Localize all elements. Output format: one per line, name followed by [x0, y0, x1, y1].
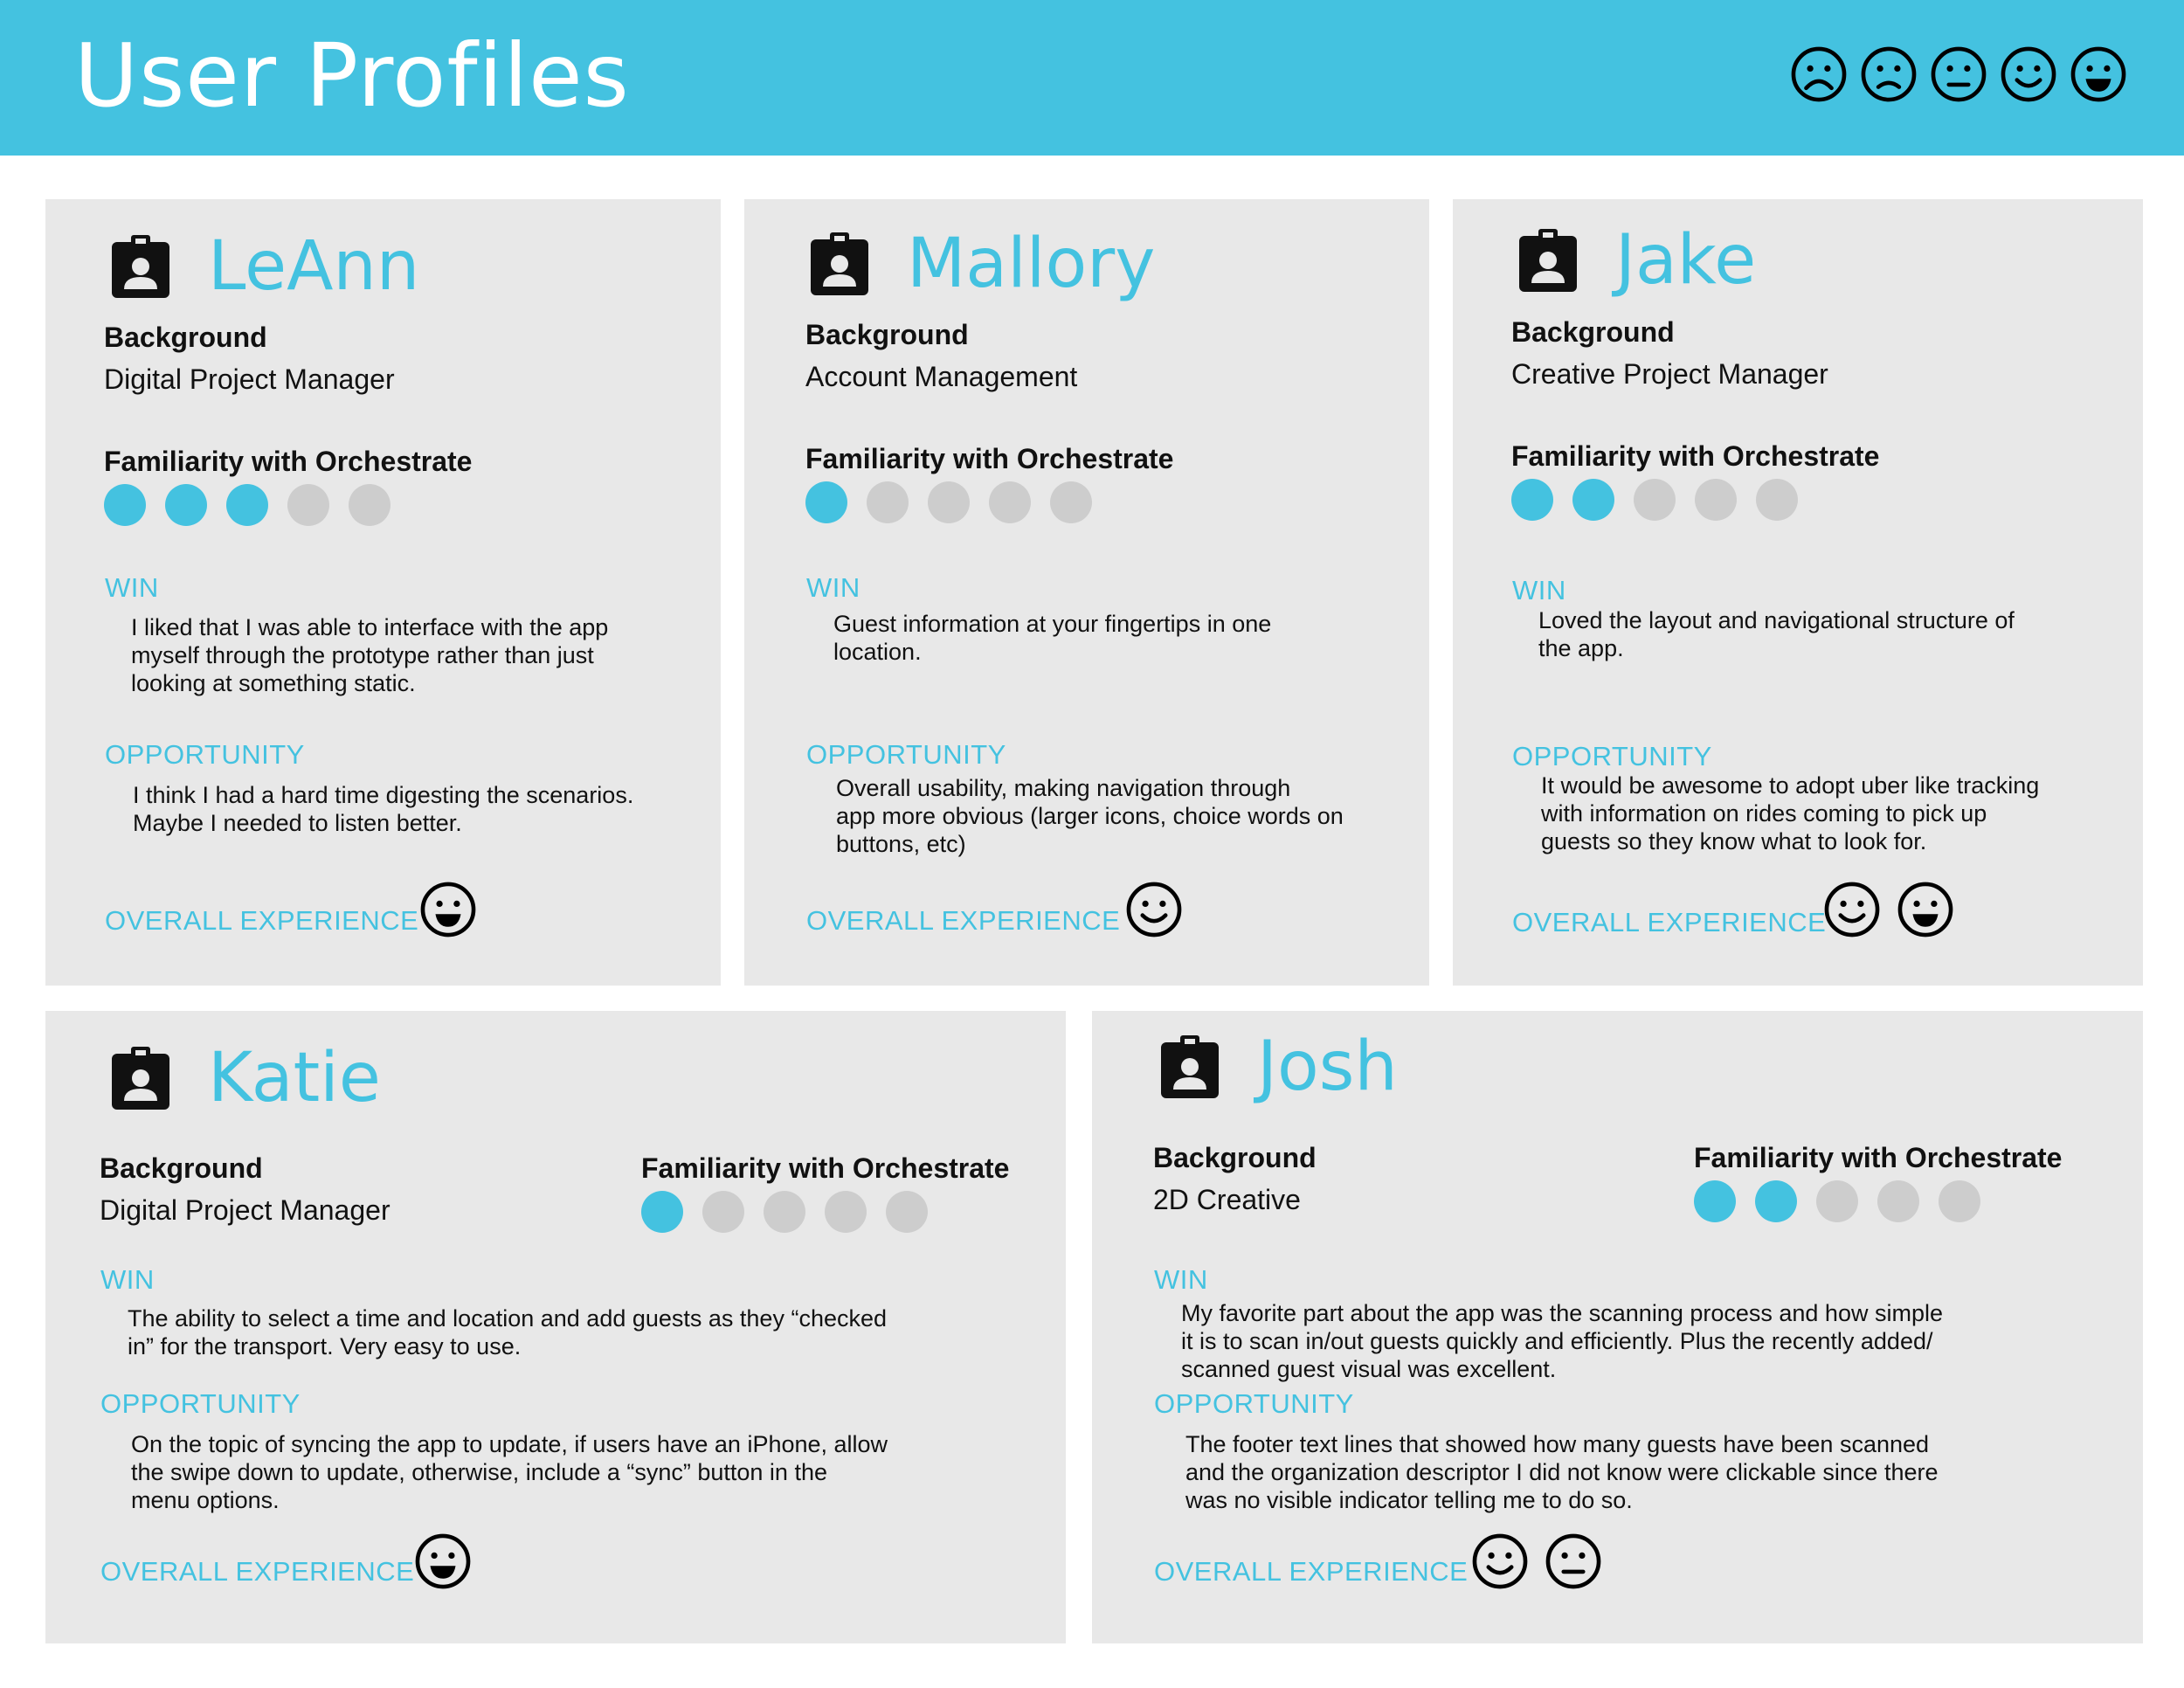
profile-card-mallory: [744, 199, 1429, 986]
win-heading: WIN: [105, 572, 159, 603]
background-label: Background: [1153, 1142, 1317, 1173]
win-text-line: in” for the transport. Very easy to use.: [128, 1333, 522, 1359]
rating-dot: [825, 1191, 867, 1233]
overall-experience-rating: [414, 1532, 472, 1590]
profile-card-jake: [1453, 199, 2143, 986]
win-text-line: looking at something static.: [131, 670, 416, 696]
rating-dot: [764, 1191, 805, 1233]
profile-header: [809, 225, 1156, 303]
opportunity-text: [131, 1430, 888, 1514]
opportunity-heading: OPPORTUNITY: [1154, 1388, 1354, 1419]
win-text: [131, 613, 608, 697]
profile-card-josh: [1092, 1011, 2143, 1643]
familiarity-rating: [1694, 1180, 1980, 1222]
smile-face-icon: [1125, 881, 1183, 938]
familiarity-label: Familiarity with Orchestrate: [805, 443, 1174, 474]
profile-name: Jake: [1615, 221, 1757, 300]
opportunity-heading: OPPORTUNITY: [1512, 741, 1712, 771]
win-text: [1181, 1299, 1943, 1383]
opportunity-text-line: On the topic of syncing the app to update, if users have an iPhone, allow: [131, 1431, 888, 1457]
win-text-line: Guest information at your fingertips in one: [833, 611, 1272, 637]
win-text-line: scanned guest visual was excellent.: [1181, 1356, 1557, 1382]
rating-dot: [1634, 479, 1676, 521]
opportunity-text-line: It would be awesome to adopt uber like tracking: [1541, 772, 2040, 799]
rating-dot: [1756, 479, 1798, 521]
familiarity-label: Familiarity with Orchestrate: [641, 1152, 1010, 1184]
background-label: Background: [1511, 316, 1675, 348]
familiarity-label: Familiarity with Orchestrate: [1694, 1142, 2063, 1173]
profile-header: [1517, 221, 1757, 300]
overall-experience-rating: [1823, 881, 1954, 938]
header-bar: [0, 0, 2184, 156]
smile-face-icon: [1471, 1532, 1529, 1590]
win-text-line: My favorite part about the app was the scanning process and how simple: [1181, 1300, 1943, 1326]
overall-experience-label: OVERALL EXPERIENCE: [1512, 907, 1827, 937]
familiarity-rating: [805, 481, 1092, 523]
grin-face-icon: [2070, 45, 2127, 103]
id-badge-icon: [1517, 227, 1579, 294]
win-text: [1538, 606, 2015, 662]
overall-experience-label: OVERALL EXPERIENCE: [100, 1556, 415, 1587]
background-value: Creative Project Manager: [1511, 358, 1828, 390]
familiarity-rating: [104, 484, 390, 526]
win-heading: WIN: [1154, 1264, 1208, 1295]
background-value: Account Management: [805, 361, 1078, 392]
opportunity-text: [1541, 771, 2039, 855]
win-text-line: The ability to select a time and location and add guests as they “checked: [128, 1305, 888, 1332]
win-text-line: myself through the prototype rather than just: [131, 642, 594, 668]
rating-scale: [1790, 45, 2127, 103]
rating-dot: [805, 481, 847, 523]
grin-face-icon: [419, 881, 477, 938]
opportunity-text-line: Maybe I needed to listen better.: [133, 810, 462, 836]
sad-face-icon: [1860, 45, 1918, 103]
opportunity-text-line: was no visible indicator telling me to do so.: [1185, 1487, 1633, 1513]
rating-dot: [1816, 1180, 1858, 1222]
profile-header: [1159, 1027, 1398, 1106]
overall-experience-label: OVERALL EXPERIENCE: [1154, 1556, 1469, 1587]
rating-dot: [104, 484, 146, 526]
opportunity-text: [836, 774, 1344, 858]
overall-experience-rating: [1125, 881, 1183, 938]
rating-dot: [1050, 481, 1092, 523]
profile-name: LeAnn: [208, 227, 420, 306]
rating-dot: [1694, 1180, 1736, 1222]
overall-experience-label: OVERALL EXPERIENCE: [105, 905, 419, 936]
id-badge-icon: [110, 233, 171, 300]
familiarity-label: Familiarity with Orchestrate: [1511, 440, 1880, 472]
background-value: 2D Creative: [1153, 1184, 1301, 1215]
rating-dot: [1695, 479, 1737, 521]
opportunity-text-line: menu options.: [131, 1487, 280, 1513]
rating-dot: [702, 1191, 744, 1233]
rating-dot: [886, 1191, 928, 1233]
smile-face-icon: [1823, 881, 1881, 938]
rating-dot: [1939, 1180, 1980, 1222]
win-heading: WIN: [806, 572, 860, 603]
win-text-line: I liked that I was able to interface with the app: [131, 614, 609, 640]
opportunity-text-line: with information on rides coming to pick up: [1541, 800, 1987, 827]
grin-face-icon: [414, 1532, 472, 1590]
rating-dot: [1511, 479, 1553, 521]
profile-header: [110, 1039, 381, 1117]
win-text-line: it is to scan in/out guests quickly and efficiently. Plus the recently added/: [1181, 1328, 1933, 1354]
smile-face-icon: [2000, 45, 2057, 103]
win-heading: WIN: [1512, 575, 1566, 605]
rating-dot: [989, 481, 1031, 523]
win-text-line: Loved the layout and navigational structure of: [1538, 607, 2015, 633]
win-text-line: the app.: [1538, 635, 1624, 661]
overall-experience-label: OVERALL EXPERIENCE: [806, 905, 1121, 936]
opportunity-text-line: Overall usability, making navigation through: [836, 775, 1291, 801]
profile-name: Katie: [208, 1039, 381, 1117]
background-label: Background: [104, 322, 267, 353]
background-value: Digital Project Manager: [104, 363, 395, 395]
opportunity-text-line: The footer text lines that showed how many guests have been scanned: [1185, 1431, 1930, 1457]
background-label: Background: [100, 1152, 263, 1184]
id-badge-icon: [809, 231, 870, 297]
rating-dot: [867, 481, 909, 523]
rating-dot: [349, 484, 390, 526]
overall-experience-rating: [1471, 1532, 1602, 1590]
id-badge-icon: [110, 1045, 171, 1111]
profile-card-katie: [45, 1011, 1066, 1643]
opportunity-text-line: the swipe down to update, otherwise, include a “sync” button in the: [131, 1459, 827, 1485]
neutral-face-icon: [1930, 45, 1987, 103]
id-badge-icon: [1159, 1034, 1220, 1100]
rating-dot: [165, 484, 207, 526]
profile-name: Josh: [1257, 1027, 1398, 1106]
rating-dot: [1572, 479, 1614, 521]
familiarity-label: Familiarity with Orchestrate: [104, 446, 473, 477]
familiarity-rating: [1511, 479, 1798, 521]
rating-dot: [1877, 1180, 1919, 1222]
opportunity-text-line: and the organization descriptor I did not know were clickable since there: [1185, 1459, 1939, 1485]
rating-dot: [226, 484, 268, 526]
rating-dot: [287, 484, 329, 526]
page-title: User Profiles: [74, 24, 630, 127]
neutral-face-icon: [1545, 1532, 1602, 1590]
profile-header: [110, 227, 420, 306]
profile-name: Mallory: [907, 225, 1156, 303]
opportunity-text: [133, 781, 633, 837]
very-sad-face-icon: [1790, 45, 1848, 103]
win-text: [128, 1304, 887, 1360]
rating-dot: [1755, 1180, 1797, 1222]
win-text: [833, 610, 1271, 666]
rating-dot: [641, 1191, 683, 1233]
opportunity-text-line: guests so they know what to look for.: [1541, 828, 1927, 854]
opportunity-text-line: buttons, etc): [836, 831, 966, 857]
rating-dot: [928, 481, 970, 523]
background-value: Digital Project Manager: [100, 1194, 390, 1226]
opportunity-heading: OPPORTUNITY: [105, 739, 305, 770]
background-label: Background: [805, 319, 969, 350]
grin-face-icon: [1897, 881, 1954, 938]
overall-experience-rating: [419, 881, 477, 938]
opportunity-text-line: app more obvious (larger icons, choice words on: [836, 803, 1344, 829]
win-text-line: location.: [833, 639, 922, 665]
opportunity-heading: OPPORTUNITY: [806, 739, 1006, 770]
win-heading: WIN: [100, 1264, 155, 1295]
opportunity-text-line: I think I had a hard time digesting the scenarios.: [133, 782, 634, 808]
profile-card-leann: [45, 199, 721, 986]
familiarity-rating: [641, 1191, 928, 1233]
opportunity-text: [1185, 1430, 1938, 1514]
opportunity-heading: OPPORTUNITY: [100, 1388, 301, 1419]
